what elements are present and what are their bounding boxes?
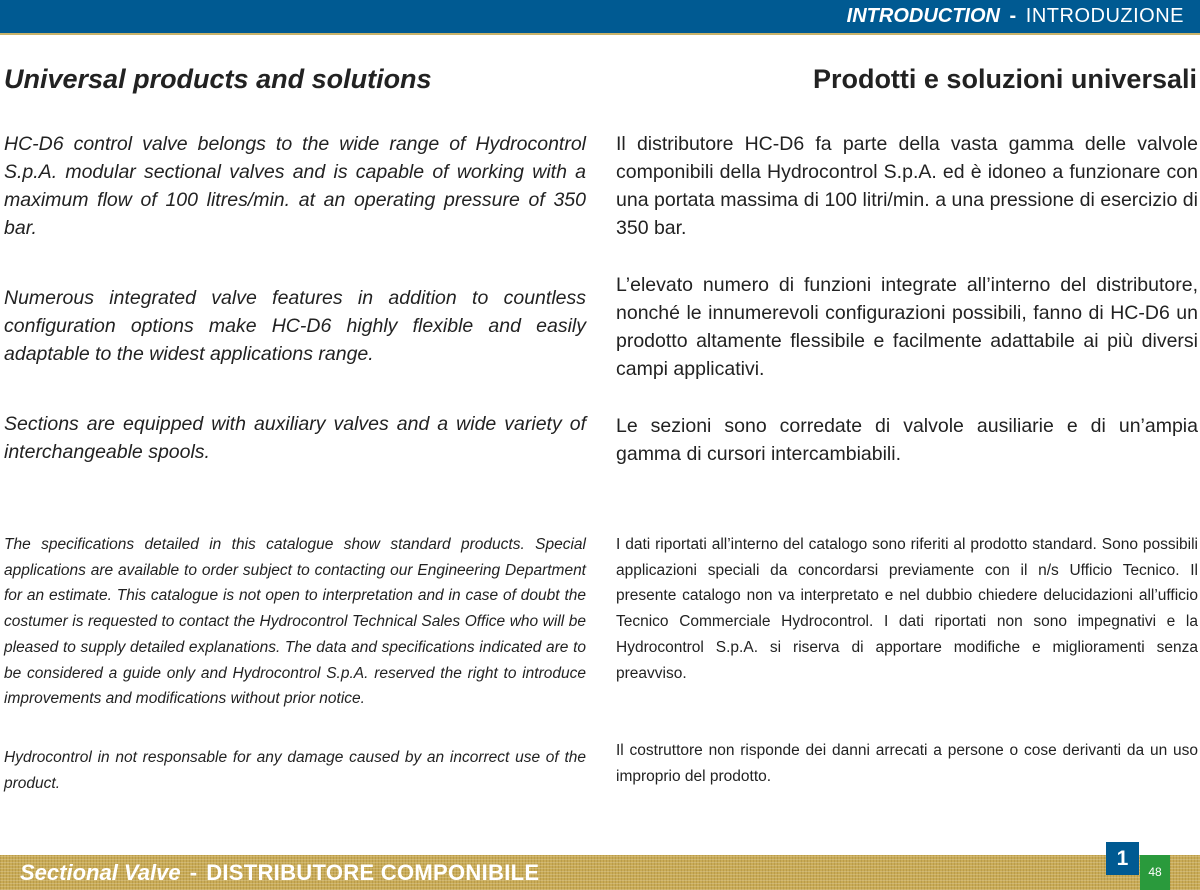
italian-note-2-block bbox=[616, 738, 1198, 789]
italian-paragraph-3-block bbox=[616, 412, 1198, 468]
section-number-badge: 1 bbox=[1106, 842, 1139, 875]
italian-paragraph-1-block bbox=[616, 130, 1198, 242]
title-english: Universal products and solutions bbox=[4, 64, 432, 94]
english-paragraph-1-block bbox=[4, 130, 586, 242]
footer-title-en: Sectional Valve bbox=[20, 860, 181, 885]
english-paragraph-2-block bbox=[4, 284, 586, 368]
english-paragraph-3: Sections are equipped with auxiliary valves and a wide variety of interchangeable spools. bbox=[4, 413, 586, 463]
italian-paragraph-1: Il distributore HC-D6 fa parte della vasta gamma delle valvole componibili della Hydrocontrol S.p.A. ed è idoneo a funzionare con una portata massima di 100 litri/min. a una pressione di esercizio di 350 bar. bbox=[616, 133, 1198, 239]
header-section-title bbox=[847, 5, 1184, 28]
italian-note-2: Il costruttore non risponde dei danni arrecati a persone o cose derivanti da un uso improprio del prodotto. bbox=[616, 742, 1198, 785]
italian-note-1-block bbox=[616, 532, 1198, 686]
english-note-2-block bbox=[4, 745, 586, 796]
header-separator: - bbox=[1009, 5, 1017, 27]
english-paragraph-1: HC-D6 control valve belongs to the wide range of Hydrocontrol S.p.A. modular sectional valves and is capable of working with a maximum flow of 100 litres/min. at an operating pressure of 350 bar. bbox=[4, 133, 586, 239]
header-band bbox=[0, 0, 1200, 35]
english-note-1: The specifications detailed in this catalogue show standard products. Special applications are available to order subject to contacting our Engineering Department for an estimate. This catalogue is not open to interpretation and in case of doubt the costumer is requested to contact the Hydrocontrol Technical Sales Office who will be pleased to supply detailed explanations. The data and specifications indicated are to be considered a guide only and Hydrocontrol S.p.A. reserved the right to introduce improvements and modifications without prior notice. bbox=[4, 536, 586, 708]
english-paragraph-3-block bbox=[4, 410, 586, 466]
footer-title bbox=[20, 860, 539, 886]
english-note-1-block bbox=[4, 532, 586, 712]
footer-separator: - bbox=[189, 860, 198, 885]
title-italian: Prodotti e soluzioni universali bbox=[812, 64, 1197, 94]
footer-title-it: DISTRIBUTORE COMPONIBILE bbox=[206, 860, 540, 885]
page-number-badge: 48 bbox=[1140, 855, 1170, 890]
italian-paragraph-3: Le sezioni sono corredate di valvole ausiliarie e di un’ampia gamma di cursori intercambiabili. bbox=[616, 415, 1198, 465]
english-note-2: Hydrocontrol in not responsable for any damage caused by an incorrect use of the product. bbox=[4, 749, 586, 792]
italian-paragraph-2-block bbox=[616, 271, 1198, 383]
header-section-en: INTRODUCTION bbox=[846, 5, 1000, 27]
header-section-it: INTRODUZIONE bbox=[1025, 5, 1184, 27]
italian-note-1: I dati riportati all’interno del catalogo sono riferiti al prodotto standard. Sono possibili applicazioni speciali da concordarsi previamente con il n/s Ufficio Tecnico. Il presente catalogo non va interpretato e nel dubbio chiedere delucidazioni all’ufficio Tecnico Commerciale Hydrocontrol. I dati riportati non sono impegnativi e la Hydrocontrol S.p.A. si riserva di apportare modifiche e miglioramenti senza preavviso. bbox=[616, 536, 1198, 682]
italian-paragraph-2: L’elevato numero di funzioni integrate all’interno del distributore, nonché le innumerevoli configurazioni possibili, fanno di HC-D6 un prodotto altamente flessibile e facilmente adattabile ai più diversi campi applicativi. bbox=[616, 274, 1198, 380]
english-paragraph-2: Numerous integrated valve features in addition to countless configuration options make HC-D6 highly flexible and easily adaptable to the widest applications range. bbox=[4, 287, 586, 365]
footer-band bbox=[0, 855, 1200, 890]
